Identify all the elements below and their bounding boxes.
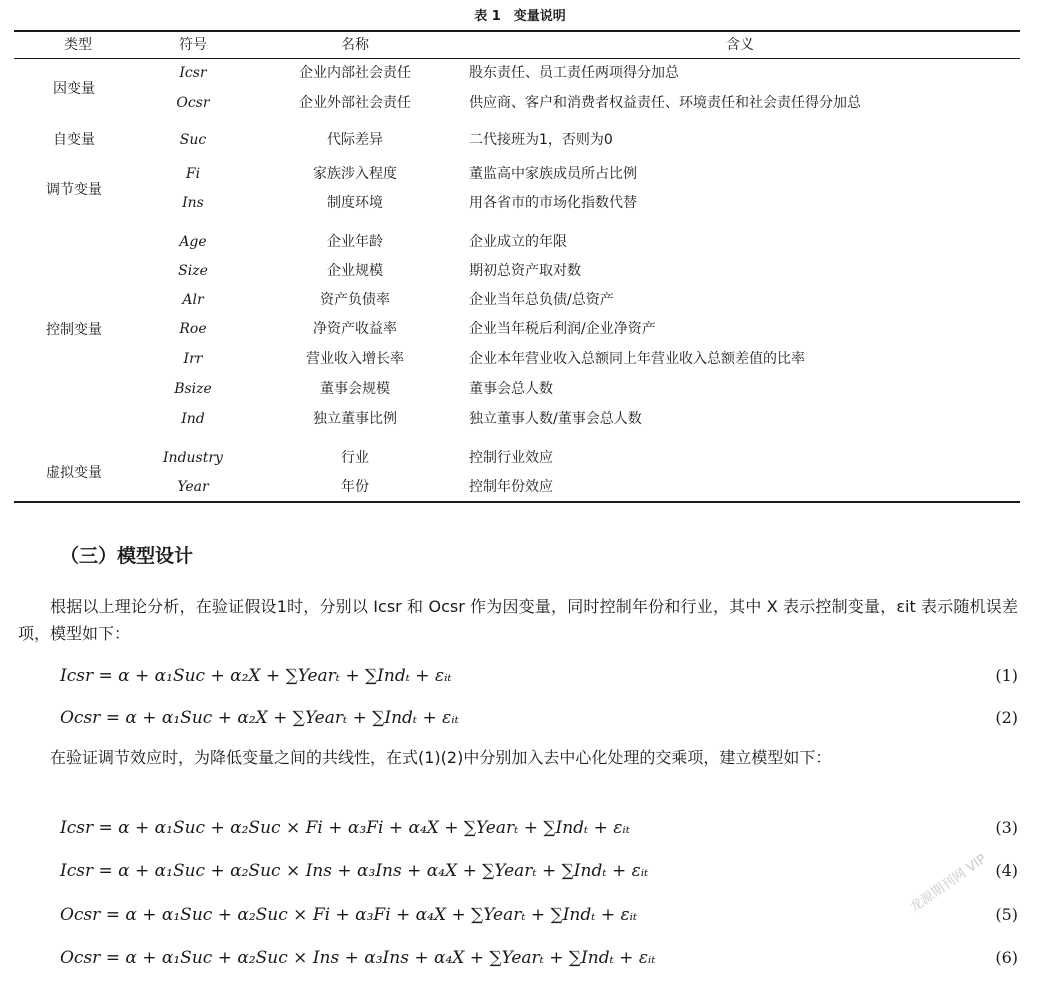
table-caption: 表 1 变量说明 <box>474 9 566 24</box>
category-independent: 自变量 <box>53 132 95 148</box>
table-cell-symbol: Year <box>177 479 209 495</box>
table-cell-meaning: 企业成立的年限 <box>469 234 567 250</box>
equation-4-number: (4) <box>995 861 1018 880</box>
table-cell-name: 年份 <box>341 479 369 495</box>
equation-2-number: (2) <box>995 708 1018 727</box>
table-cell-name: 企业年龄 <box>327 234 383 250</box>
table-cell-symbol: Ind <box>181 411 205 427</box>
table-cell-meaning: 董事会总人数 <box>469 381 553 397</box>
table-cell-name: 营业收入增长率 <box>306 351 404 367</box>
table-cell-symbol: Ins <box>182 195 204 211</box>
table-top-rule <box>14 30 1020 32</box>
table-cell-meaning: 企业当年税后利润/企业净资产 <box>469 321 656 337</box>
table-header-rule <box>14 58 1020 59</box>
category-dependent: 因变量 <box>53 81 95 97</box>
section-heading: （三）模型设计 <box>60 545 194 567</box>
table-cell-symbol: Irr <box>183 351 203 367</box>
table-header-type: 类型 <box>64 37 92 53</box>
paragraph-moderation: 在验证调节效应时，为降低变量之间的共线性，在式(1)(2)中分别加入去中心化处理的交乘项，建立模型如下： <box>50 748 832 767</box>
equation-5: Ocsr = α + α₁Suc + α₂Suc × Fi + α₃Fi + α₄X + ∑Yearₜ + ∑Indₜ + εᵢₜ <box>60 905 638 925</box>
table-cell-name: 企业规模 <box>327 263 383 279</box>
table-cell-meaning: 董监高中家族成员所占比例 <box>469 166 637 182</box>
paragraph-hypothesis: 根据以上理论分析，在验证假设1时，分别以 Icsr 和 Ocsr 作为因变量，同时控制年份和行业，其中 X 表示控制变量，εit 表示随机误差项，模型如下： <box>18 597 1018 643</box>
equation-1: Icsr = α + α₁Suc + α₂X + ∑Yearₜ + ∑Indₜ + εᵢₜ <box>60 666 452 686</box>
table-cell-symbol: Icsr <box>179 65 207 81</box>
table-cell-name: 代际差异 <box>327 132 383 148</box>
table-cell-symbol: Bsize <box>174 381 212 397</box>
table-cell-name: 行业 <box>341 450 369 466</box>
table-header-name: 名称 <box>341 37 369 53</box>
table-cell-name: 家族涉入程度 <box>313 166 397 182</box>
table-cell-name: 企业外部社会责任 <box>299 95 411 111</box>
equation-3-number: (3) <box>995 818 1018 837</box>
table-cell-symbol: Industry <box>163 450 223 466</box>
table-cell-meaning: 二代接班为1，否则为0 <box>469 132 613 148</box>
equation-1-number: (1) <box>995 666 1018 685</box>
table-cell-meaning: 股东责任、员工责任两项得分加总 <box>469 65 679 81</box>
table-cell-symbol: Alr <box>182 292 204 308</box>
category-moderator: 调节变量 <box>46 182 102 198</box>
table-cell-symbol: Ocsr <box>176 95 210 111</box>
table-cell-name: 独立董事比例 <box>313 411 397 427</box>
table-cell-meaning: 企业当年总负债/总资产 <box>469 292 614 308</box>
table-cell-name: 企业内部社会责任 <box>299 65 411 81</box>
watermark: 龙源期刊网 VIP <box>907 851 990 916</box>
table-cell-meaning: 供应商、客户和消费者权益责任、环境责任和社会责任得分加总 <box>469 95 861 111</box>
table-cell-name: 净资产收益率 <box>313 321 397 337</box>
table-cell-symbol: Age <box>179 234 207 250</box>
equation-4: Icsr = α + α₁Suc + α₂Suc × Ins + α₃Ins + α₄X + ∑Yearₜ + ∑Indₜ + εᵢₜ <box>60 861 649 881</box>
table-cell-symbol: Suc <box>179 132 207 148</box>
table-cell-meaning: 企业本年营业收入总额同上年营业收入总额差值的比率 <box>469 351 805 367</box>
equation-6: Ocsr = α + α₁Suc + α₂Suc × Ins + α₃Ins + α₄X + ∑Yearₜ + ∑Indₜ + εᵢₜ <box>60 948 656 968</box>
table-cell-meaning: 期初总资产取对数 <box>469 263 581 279</box>
table-header-meaning: 含义 <box>726 37 754 53</box>
table-cell-meaning: 独立董事人数/董事会总人数 <box>469 411 642 427</box>
table-header-symbol: 符号 <box>179 37 207 53</box>
table-cell-name: 资产负债率 <box>320 292 390 308</box>
category-dummy: 虚拟变量 <box>46 465 102 481</box>
equation-5-number: (5) <box>995 905 1018 924</box>
table-cell-symbol: Roe <box>179 321 207 337</box>
table-cell-name: 制度环境 <box>327 195 383 211</box>
table-cell-meaning: 控制行业效应 <box>469 450 553 466</box>
table-cell-meaning: 控制年份效应 <box>469 479 553 495</box>
table-cell-meaning: 用各省市的市场化指数代替 <box>469 195 637 211</box>
table-cell-symbol: Size <box>178 263 208 279</box>
table-bottom-rule <box>14 501 1020 503</box>
equation-6-number: (6) <box>995 948 1018 967</box>
equation-3: Icsr = α + α₁Suc + α₂Suc × Fi + α₃Fi + α₄X + ∑Yearₜ + ∑Indₜ + εᵢₜ <box>60 818 631 838</box>
equation-2: Ocsr = α + α₁Suc + α₂X + ∑Yearₜ + ∑Indₜ + εᵢₜ <box>60 708 459 728</box>
table-cell-name: 董事会规模 <box>320 381 390 397</box>
table-cell-symbol: Fi <box>185 166 201 182</box>
category-control: 控制变量 <box>46 322 102 338</box>
